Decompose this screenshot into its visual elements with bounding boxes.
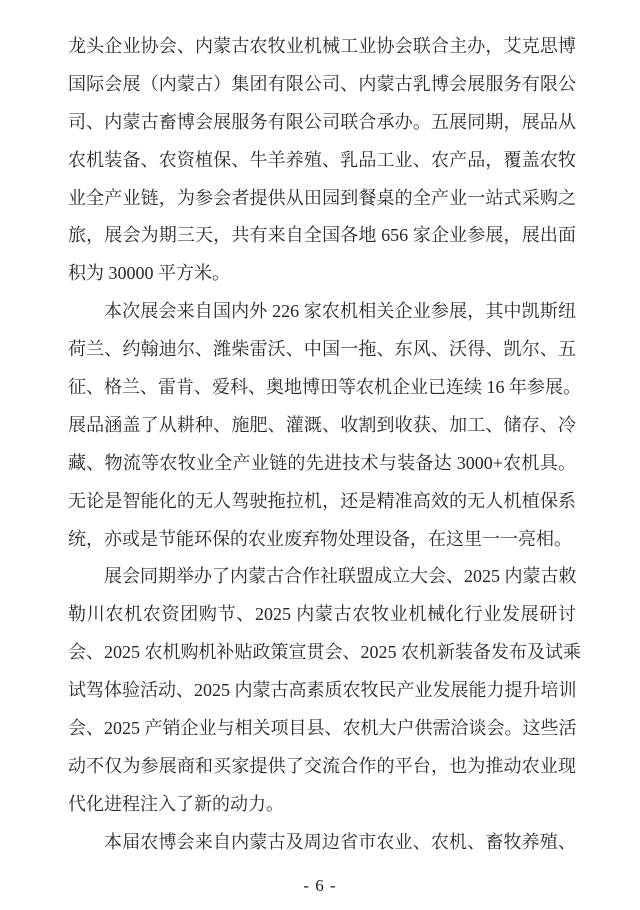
text-line: 本届农博会来自内蒙古及周边省市农业、农机、畜牧养殖、 (104, 831, 576, 852)
text-line: 勒川农机农资团购节、2025 内蒙古农牧业机械化行业发展研讨 (68, 604, 576, 625)
text-line: 展会同期举办了内蒙古合作社联盟成立大会、2025 内蒙古敕 (104, 566, 577, 587)
text-line: 藏、物流等农牧业全产业链的先进技术与装备达 3000+农机具。 (68, 452, 576, 473)
text-line: 国际会展（内蒙古）集团有限公司、内蒙古乳博会展服务有限公 (68, 73, 576, 94)
text-line: 征、格兰、雷肯、爱科、奥地博田等农机企业已连续 16 年参展。 (68, 377, 581, 398)
text-line: 旅，展会为期三天，共有来自全国各地 656 家企业参展，展出面 (68, 225, 576, 246)
text-line: 荷兰、约翰迪尔、潍柴雷沃、中国一拖、东风、沃得、凯尔、五 (68, 339, 576, 360)
text-line: 积为 30000 平方米。 (68, 263, 230, 284)
text-line: 龙头企业协会、内蒙古农牧业机械工业协会联合主办，艾克思博 (68, 36, 576, 56)
text-content (68, 28, 581, 862)
text-line: 展品涵盖了从耕种、施肥、灌溉、收割到收获、加工、储存、冷 (68, 414, 576, 435)
text-line: 业全产业链，为参会者提供从田园到餐桌的全产业一站式采购之 (68, 187, 576, 208)
text-line: 司、内蒙古畜博会展服务有限公司联合承办。五展同期，展品从 (68, 111, 576, 132)
text-line: 代化进程注入了新的动力。 (68, 793, 284, 814)
text-line: 会、2025 产销企业与相关项目县、农机大户供需洽谈会。这些活 (68, 718, 577, 739)
text-line: 会、2025 农机购机补贴政策宣贯会、2025 农机新装备发布及试乘 (68, 642, 581, 663)
page-number: - 6 - (303, 876, 337, 895)
text-line: 试驾体验活动、2025 内蒙古高素质农牧民产业发展能力提升培训 (68, 680, 577, 701)
text-line: 无论是智能化的无人驾驶拖拉机，还是精准高效的无人机植保系 (68, 490, 576, 511)
text-line: 本次展会来自国内外 226 家农机相关企业参展，其中凯斯纽 (104, 301, 576, 322)
text-line: 动不仅为参展商和买家提供了交流合作的平台，也为推动农业现 (68, 755, 576, 776)
text-line: 农机装备、农资植保、牛羊养殖、乳品工业、农产品，覆盖农牧 (68, 149, 576, 170)
text-line: 统，亦或是节能环保的农业废弃物处理设备，在这里一一亮相。 (68, 528, 572, 549)
